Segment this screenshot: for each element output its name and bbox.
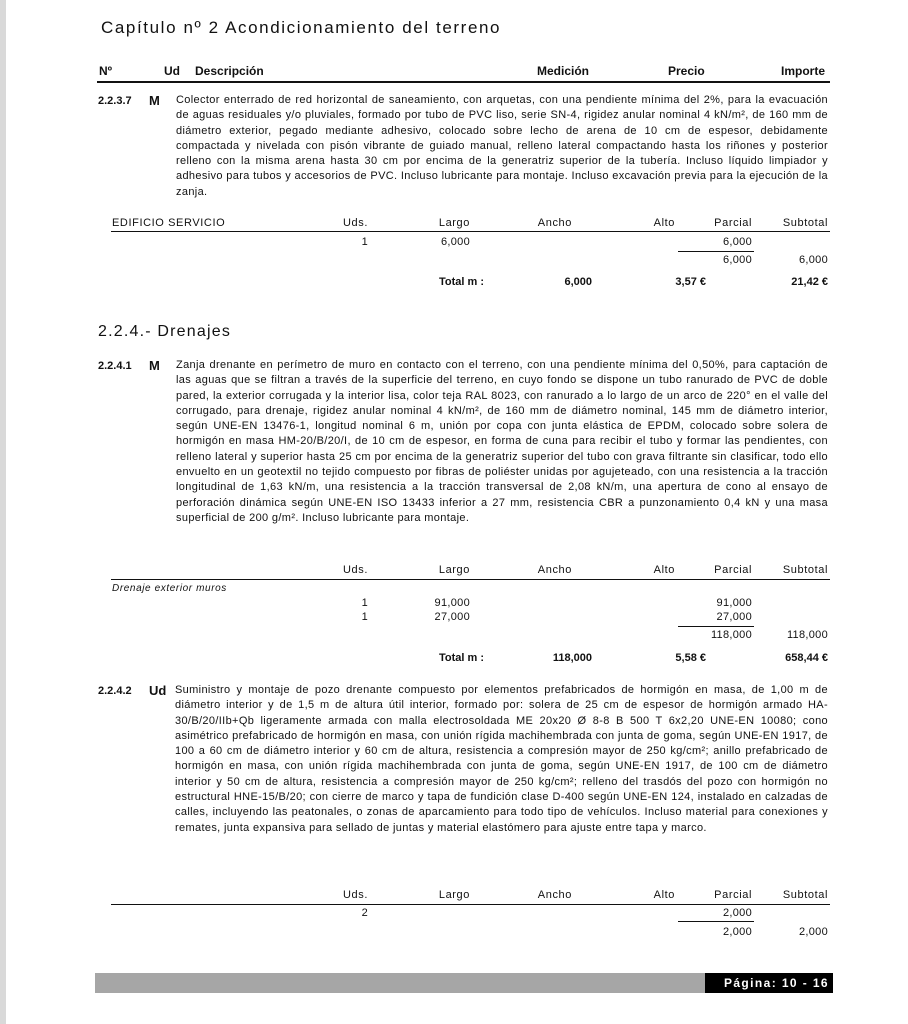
col-subtotal: Subtotal (782, 889, 828, 901)
total-medicion: 118,000 (552, 652, 592, 664)
col-alto: Alto (653, 889, 675, 901)
parcial-rule (678, 921, 754, 922)
sum-parcial: 2,000 (722, 926, 752, 938)
col-ancho: Ancho (537, 889, 572, 901)
sum-subtotal: 6,000 (798, 254, 828, 266)
page-number: Página: 10 - 16 (705, 973, 833, 993)
total-label: Total m : (439, 652, 485, 664)
footer-bar (95, 973, 705, 993)
measure-parcial: 91,000 (716, 597, 752, 609)
col-largo: Largo (438, 217, 470, 229)
col-alto: Alto (653, 564, 675, 576)
col-alto: Alto (653, 217, 675, 229)
item-unit: Ud (149, 683, 167, 698)
page-edge (0, 0, 6, 1024)
group-label: EDIFICIO SERVICIO (112, 217, 226, 229)
measure-largo: 27,000 (434, 611, 470, 623)
col-header-no: Nº (99, 64, 113, 78)
sum-subtotal: 118,000 (786, 629, 828, 641)
total-precio: 5,58 € (675, 652, 706, 664)
parcial-rule (678, 626, 754, 627)
measure-header-rule (111, 579, 830, 580)
total-medicion: 6,000 (564, 276, 592, 288)
group-label: Drenaje exterior muros (112, 583, 227, 594)
item-unit: M (149, 93, 160, 108)
total-precio: 3,57 € (675, 276, 706, 288)
measure-parcial: 6,000 (722, 236, 752, 248)
col-header-precio: Precio (668, 64, 705, 78)
col-parcial: Parcial (714, 564, 752, 576)
header-rule (97, 81, 830, 83)
measure-largo: 91,000 (434, 597, 470, 609)
col-uds: Uds. (342, 564, 368, 576)
sum-parcial: 6,000 (722, 254, 752, 266)
measure-largo: 6,000 (440, 236, 470, 248)
col-header-medicion: Medición (537, 64, 590, 78)
total-importe: 658,44 € (785, 652, 828, 664)
item-code: 2.2.4.2 (98, 685, 132, 697)
measure-parcial: 27,000 (716, 611, 752, 623)
col-uds: Uds. (342, 889, 368, 901)
col-parcial: Parcial (714, 217, 752, 229)
chapter-title: Capítulo nº 2 Acondicionamiento del terreno (101, 18, 502, 37)
col-header-descripcion: Descripción (195, 64, 264, 78)
measure-header-rule (111, 231, 830, 232)
measure-uds: 1 (361, 236, 368, 248)
item-description: Colector enterrado de red horizontal de saneamiento, con arquetas, con una pendiente mínima del 2%, para la evacuación de aguas residuales y/o pluviales, formado por tubo de PVC liso, serie SN-4, rigidez anular nominal 4 kN/m², de 160 mm de diámetro exterior, pegado mediante adhesivo, colocado sobre lecho de arena de 10 cm de espesor, debidamente compactada y nivelada con pisón vibrante de guiado manual, relleno lateral compactando hasta los riñones y posterior relleno con la misma arena hasta 30 cm por encima de la generatriz superior de la tubería. Incluso líquido limpiador y adhesivo para tubos y accesorios de PVC. Incluso lubricante para montaje. Incluso excavación previa para la ejecución de la zanja. (176, 94, 828, 198)
measure-uds: 2 (361, 907, 368, 919)
col-ancho: Ancho (537, 217, 572, 229)
col-largo: Largo (438, 889, 470, 901)
col-subtotal: Subtotal (782, 217, 828, 229)
item-description: Zanja drenante en perímetro de muro en contacto con el terreno, con una pendiente mínima del 0,50%, para captación de las aguas que se filtran a través de la superficie del terreno, en cuyo fondo se dispone un tubo ranurado de PVC de doble pared, la exterior corrugada y la interior lisa, color teja RAL 8023, con ranurado a lo largo de un arco de 220° en el valle del corrugado, para drenaje, rigidez anular nominal 4 kN/m², de 160 mm de diámetro nominal, 145 mm de diámetro interior, según UNE-EN 13476-1, longitud nominal 6 m, unión por copa con junta elástica de EPDM, colocado sobre solera de hormigón en masa HM-20/B/20/I, de 10 cm de espesor, en forma de cuna para recibir el tubo y formar las pendientes, con relleno lateral y superior hasta 25 cm por encima de la generatriz superior del tubo con grava filtrante sin clasificar, todo ello envuelto en un geotextil no tejido compuesto por fibras de poliéster unidas por agujeteado, con una resistencia a la tracción longitudinal de 1,63 kN/m, una resistencia a la tracción transversal de 2,08 kN/m, una apertura de cono al ensayo de perforación dinámica según UNE-EN ISO 13433 inferior a 27 mm, resistencia CBR a punzonamiento 0,4 kN y una masa superficial de 200 g/m². Incluso lubricante para montaje. (176, 359, 828, 524)
col-largo: Largo (438, 564, 470, 576)
measure-header-rule (111, 904, 830, 905)
item-code: 2.2.4.1 (98, 360, 132, 372)
item-description: Suministro y montaje de pozo drenante compuesto por elementos prefabricados de hormigón en masa, de 1,00 m de diámetro interior y de 1,5 m de altura útil interior, formado por: solera de 25 cm de espesor de hormigón armado HA-30/B/20/IIb+Qb ligeramente armada con malla electrosoldada ME 20x20 Ø 8-8 B 500 T 6x2,20 UNE-EN 10080; cono asimétrico prefabricado de hormigón en masa, con unión rígida machihembrada con junta de goma, según UNE-EN 1917, de 100 a 60 cm de diámetro interior y 60 cm de altura, resistencia a compresión mayor de 250 kg/cm²; anillo prefabricado de hormigón en masa, con unión rígida machihembrada con junta de goma, según UNE-EN 1917, de 100 cm de diámetro interior y 50 cm de altura, resistencia a compresión mayor de 250 kg/cm²; relleno del trasdós del pozo con hormigón no estructural HNE-15/B/20; con cierre de marco y tapa de fundición clase D-400 según UNE-EN 124, instalado en calzadas de calles, incluyendo las peatonales, o zonas de aparcamiento para todo tipo de vehículos. Incluso material para conexiones y remates, junta expansiva para sellado de juntas y material elastómero para ajuste entre tapa y marco. (175, 684, 828, 834)
sum-parcial: 118,000 (710, 629, 752, 641)
total-importe: 21,42 € (791, 276, 828, 288)
measure-parcial: 2,000 (722, 907, 752, 919)
col-subtotal: Subtotal (782, 564, 828, 576)
col-uds: Uds. (342, 217, 368, 229)
total-label: Total m : (439, 276, 485, 288)
item-code: 2.2.3.7 (98, 95, 132, 107)
item-unit: M (149, 358, 160, 373)
parcial-rule (678, 251, 754, 252)
measure-uds: 1 (361, 611, 368, 623)
col-ancho: Ancho (537, 564, 572, 576)
col-parcial: Parcial (714, 889, 752, 901)
sum-subtotal: 2,000 (798, 926, 828, 938)
col-header-importe: Importe (781, 64, 826, 78)
col-header-ud: Ud (164, 64, 180, 78)
measure-uds: 1 (361, 597, 368, 609)
section-title: 2.2.4.- Drenajes (98, 323, 232, 340)
